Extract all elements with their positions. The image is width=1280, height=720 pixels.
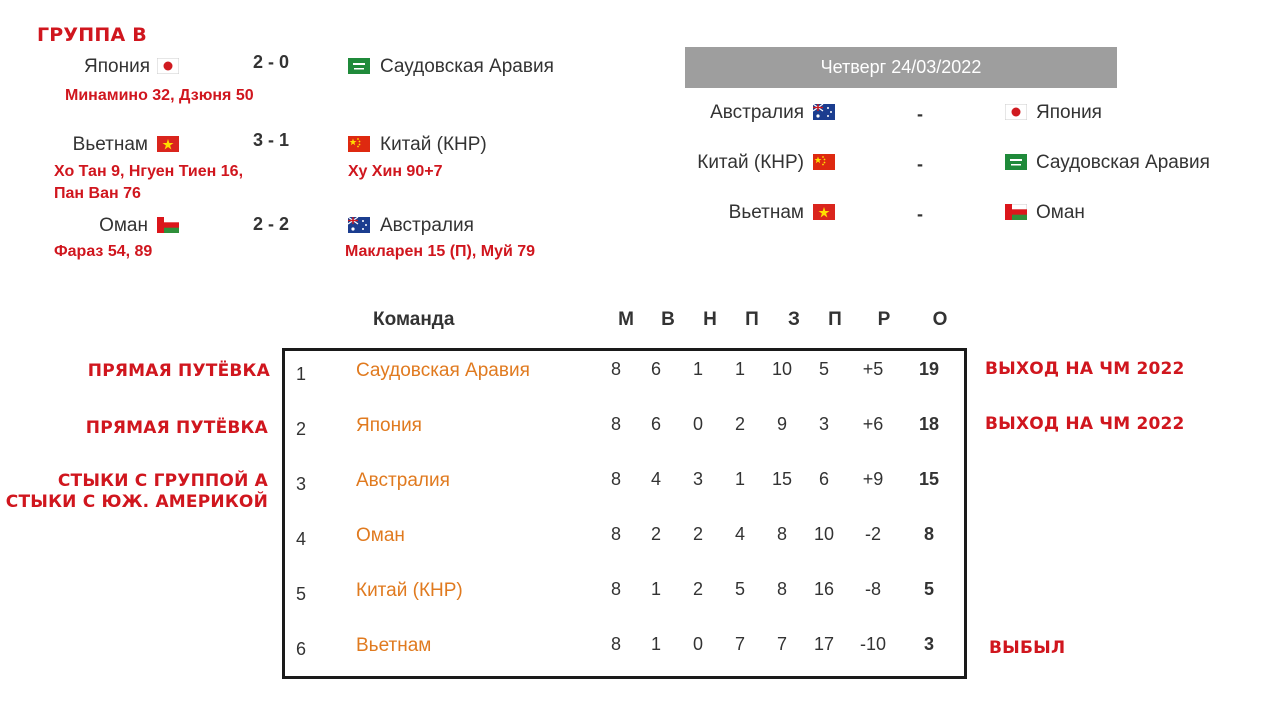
table-row-6-rank: 6 bbox=[296, 639, 307, 659]
table-row-6-played: 8 bbox=[610, 634, 621, 654]
result-2-home-scorers-line-1: Хо Тан 9, Нгуен Тиен 16, bbox=[54, 163, 244, 180]
label-row-2-direct-qualification: ПРЯМАЯ ПУТЁВКА bbox=[85, 418, 268, 438]
fixtures-date-bar: Четверг 24/03/2022 bbox=[685, 47, 1117, 88]
table-header-lost: П bbox=[745, 309, 759, 330]
table-header-goals-for: З bbox=[788, 309, 800, 330]
table-row-5-team: Китай (КНР) bbox=[356, 580, 463, 601]
fixture-1-home-team: Австралия bbox=[710, 102, 804, 123]
table-row-1-played: 8 bbox=[610, 359, 621, 379]
table-row-1-goal-diff: +5 bbox=[862, 359, 884, 379]
label-row-1-wc-qualified: ВЫХОД НА ЧМ 2022 bbox=[985, 359, 1185, 379]
table-row-2-drawn: 0 bbox=[692, 414, 703, 434]
table-header-won: В bbox=[661, 309, 675, 330]
label-row-6-eliminated: ВЫБЫЛ bbox=[989, 638, 1066, 658]
fixture-1-score: - bbox=[917, 104, 923, 124]
fixture-3-score: - bbox=[917, 204, 923, 224]
table-row-1-goals-against: 5 bbox=[818, 359, 829, 379]
standings-table bbox=[282, 348, 967, 679]
result-2-score: 3 - 1 bbox=[252, 130, 290, 150]
table-row-5-lost: 5 bbox=[734, 579, 745, 599]
table-row-2-rank: 2 bbox=[296, 419, 307, 439]
table-row-1-rank: 1 bbox=[296, 364, 307, 384]
label-row-3-playoff-south-america: СТЫКИ С ЮЖ. АМЕРИКОЙ bbox=[5, 492, 268, 512]
table-row-5-points: 5 bbox=[923, 579, 934, 599]
china-flag-icon bbox=[348, 136, 370, 152]
table-row-2-team: Япония bbox=[356, 415, 422, 436]
table-row-5-goal-diff: -8 bbox=[864, 579, 881, 599]
table-row-3-won: 4 bbox=[650, 469, 661, 489]
table-row-3-points: 15 bbox=[918, 469, 940, 489]
table-row-6-goals-against: 17 bbox=[813, 634, 835, 654]
table-row-6-goal-diff: -10 bbox=[859, 634, 886, 654]
table-row-2-goals-against: 3 bbox=[818, 414, 829, 434]
result-2-home-team: Вьетнам bbox=[72, 134, 148, 155]
fixture-2-home-team: Китай (КНР) bbox=[697, 152, 804, 173]
result-3-home-team: Оман bbox=[99, 215, 148, 236]
table-row-4-drawn: 2 bbox=[692, 524, 703, 544]
table-row-2-points: 18 bbox=[918, 414, 940, 434]
table-row-3-lost: 1 bbox=[734, 469, 745, 489]
label-row-1-direct-qualification: ПРЯМАЯ ПУТЁВКА bbox=[87, 361, 270, 381]
result-1-home-scorers: Минамино 32, Дзюня 50 bbox=[65, 87, 254, 104]
table-header-goals-against: П bbox=[828, 309, 842, 330]
table-header-team: Команда bbox=[373, 309, 455, 330]
japan-flag-icon bbox=[1005, 104, 1027, 120]
result-1-score: 2 - 0 bbox=[252, 52, 290, 72]
table-row-6-team: Вьетнам bbox=[356, 635, 432, 656]
fixture-2-away-team: Саудовская Аравия bbox=[1036, 152, 1210, 173]
australia-flag-icon bbox=[813, 104, 835, 120]
table-row-3-drawn: 3 bbox=[692, 469, 703, 489]
table-row-2-goals-for: 9 bbox=[776, 414, 787, 434]
table-row-6-drawn: 0 bbox=[692, 634, 703, 654]
table-row-6-points: 3 bbox=[923, 634, 934, 654]
result-2-away-team: Китай (КНР) bbox=[380, 134, 487, 155]
oman-flag-icon bbox=[157, 217, 179, 233]
fixture-3-home-team: Вьетнам bbox=[728, 202, 804, 223]
table-row-4-goals-for: 8 bbox=[776, 524, 787, 544]
result-2-away-scorers: Ху Хин 90+7 bbox=[348, 163, 443, 180]
table-row-3-played: 8 bbox=[610, 469, 621, 489]
vietnam-flag-icon bbox=[157, 136, 179, 152]
china-flag-icon bbox=[813, 154, 835, 170]
table-row-1-goals-for: 10 bbox=[771, 359, 793, 379]
japan-flag-icon bbox=[157, 58, 179, 74]
table-row-3-goals-against: 6 bbox=[818, 469, 829, 489]
table-row-1-team: Саудовская Аравия bbox=[356, 360, 530, 381]
saudi-arabia-flag-icon bbox=[348, 58, 370, 74]
table-row-4-goals-against: 10 bbox=[813, 524, 835, 544]
group-title: ГРУППА В bbox=[37, 24, 147, 46]
table-row-4-rank: 4 bbox=[296, 529, 307, 549]
oman-flag-icon bbox=[1005, 204, 1027, 220]
result-3-away-team: Австралия bbox=[380, 215, 474, 236]
result-3-home-scorers: Фараз 54, 89 bbox=[54, 243, 153, 260]
label-row-3-playoff-group-a: СТЫКИ С ГРУППОЙ А bbox=[57, 471, 268, 491]
table-row-2-lost: 2 bbox=[734, 414, 745, 434]
table-row-1-points: 19 bbox=[918, 359, 940, 379]
table-row-2-goal-diff: +6 bbox=[862, 414, 884, 434]
table-header-drawn: Н bbox=[703, 309, 717, 330]
table-row-3-rank: 3 bbox=[296, 474, 307, 494]
vietnam-flag-icon bbox=[813, 204, 835, 220]
table-row-2-played: 8 bbox=[610, 414, 621, 434]
result-3-away-scorers: Макларен 15 (П), Муй 79 bbox=[345, 243, 536, 260]
table-row-6-won: 1 bbox=[650, 634, 661, 654]
table-row-5-won: 1 bbox=[650, 579, 661, 599]
table-header-points: О bbox=[932, 309, 948, 330]
result-1-away-team: Саудовская Аравия bbox=[380, 56, 554, 77]
table-row-4-played: 8 bbox=[610, 524, 621, 544]
table-header-goal-diff: Р bbox=[877, 309, 891, 330]
table-header-played: М bbox=[618, 309, 634, 330]
australia-flag-icon bbox=[348, 217, 370, 233]
table-row-3-goals-for: 15 bbox=[771, 469, 793, 489]
fixture-3-away-team: Оман bbox=[1036, 202, 1085, 223]
table-row-5-rank: 5 bbox=[296, 584, 307, 604]
table-row-5-drawn: 2 bbox=[692, 579, 703, 599]
saudi-arabia-flag-icon bbox=[1005, 154, 1027, 170]
table-row-4-lost: 4 bbox=[734, 524, 745, 544]
table-row-3-team: Австралия bbox=[356, 470, 450, 491]
table-row-5-goals-against: 16 bbox=[813, 579, 835, 599]
table-row-5-played: 8 bbox=[610, 579, 621, 599]
table-row-1-drawn: 1 bbox=[692, 359, 703, 379]
table-row-6-goals-for: 7 bbox=[776, 634, 787, 654]
result-2-home-scorers-line-2: Пан Ван 76 bbox=[54, 185, 141, 202]
result-3-score: 2 - 2 bbox=[252, 214, 290, 234]
table-row-4-points: 8 bbox=[923, 524, 934, 544]
fixture-1-away-team: Япония bbox=[1036, 102, 1102, 123]
table-row-1-won: 6 bbox=[650, 359, 661, 379]
table-row-4-goal-diff: -2 bbox=[864, 524, 881, 544]
fixture-2-score: - bbox=[917, 154, 923, 174]
table-row-4-team: Оман bbox=[356, 525, 405, 546]
label-row-2-wc-qualified: ВЫХОД НА ЧМ 2022 bbox=[985, 414, 1185, 434]
table-row-1-lost: 1 bbox=[734, 359, 745, 379]
table-row-3-goal-diff: +9 bbox=[862, 469, 884, 489]
table-row-6-lost: 7 bbox=[734, 634, 745, 654]
table-row-4-won: 2 bbox=[650, 524, 661, 544]
table-row-2-won: 6 bbox=[650, 414, 661, 434]
table-row-5-goals-for: 8 bbox=[776, 579, 787, 599]
result-1-home-team: Япония bbox=[84, 56, 150, 77]
